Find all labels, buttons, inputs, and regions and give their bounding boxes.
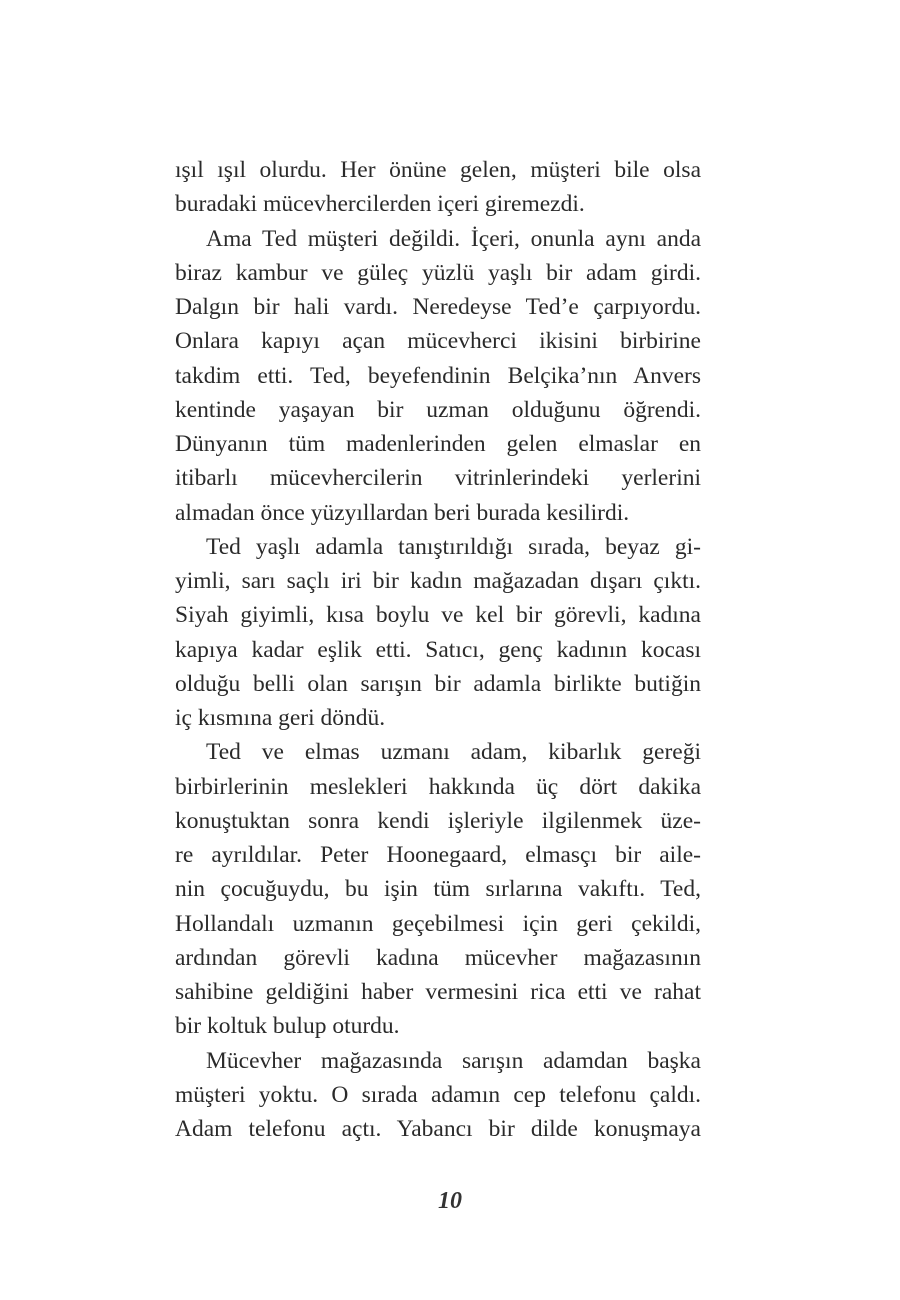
- paragraph-first-line: Ama Ted müşteri değildi. İçeri, onunla aynı anda: [206, 225, 701, 252]
- text-line: re ayrıldılar. Peter Hoonegaard, elmasçı bir aile-: [175, 842, 701, 868]
- text-line: olduğu belli olan sarışın bir adamla birlikte butiğin: [175, 670, 701, 697]
- text-line: bir koltuk bulup oturdu.: [175, 1013, 400, 1040]
- text-line: müşteri yoktu. O sırada adamın cep telefonu çaldı.: [175, 1081, 701, 1108]
- text-line: itibarlı mücevhercilerin vitrinlerindeki yerlerini: [175, 465, 701, 492]
- text-line: ışıl ışıl olurdu. Her önüne gelen, müşteri bile olsa: [175, 157, 701, 183]
- text-line: almadan önce yüzyıllardan beri burada kesilirdi.: [175, 499, 630, 526]
- text-line: konuştuktan sonra kendi işleriyle ilgilenmek üze-: [175, 807, 701, 834]
- text-line: Dünyanın tüm madenlerinden gelen elmaslar en: [175, 431, 701, 457]
- text-line: kapıya kadar eşlik etti. Satıcı, genç kadının kocası: [175, 636, 701, 663]
- text-line: iç kısmına geri döndü.: [175, 705, 386, 731]
- page-number: 10: [438, 1188, 462, 1214]
- text-line: Onlara kapıyı açan mücevherci ikisini birbirine: [175, 328, 701, 355]
- text-line: yimli, sarı saçlı iri bir kadın mağazadan dışarı çıktı.: [175, 568, 701, 594]
- text-line: Adam telefonu açtı. Yabancı bir dilde konuşmaya: [175, 1116, 701, 1142]
- body-text: [175, 153, 701, 1146]
- paragraph-first-line: Ted yaşlı adamla tanıştırıldığı sırada, beyaz gi-: [206, 533, 701, 560]
- text-line: biraz kambur ve güleç yüzlü yaşlı bir adam girdi.: [175, 259, 701, 286]
- text-line: Siyah giyimli, kısa boylu ve kel bir görevli, kadına: [175, 602, 701, 629]
- text-line: Hollandalı uzmanın geçebilmesi için geri çekildi,: [175, 910, 701, 937]
- paragraph-first-line: Ted ve elmas uzmanı adam, kibarlık gereği: [206, 739, 701, 766]
- text-line: sahibine geldiğini haber vermesini rica etti ve rahat: [175, 979, 701, 1005]
- text-line: takdim etti. Ted, beyefendinin Belçika’nın Anvers: [175, 362, 701, 389]
- text-line: ardından görevli kadına mücevher mağazasının: [175, 944, 701, 971]
- paragraph-first-line: Mücevher mağazasında sarışın adamdan başka: [206, 1047, 701, 1074]
- text-line: kentinde yaşayan bir uzman olduğunu öğrendi.: [175, 396, 701, 423]
- text-line: birbirlerinin meslekleri hakkında üç dört dakika: [175, 773, 701, 800]
- text-line: nin çocuğuydu, bu işin tüm sırlarına vakıftı. Ted,: [175, 876, 701, 903]
- text-line: Dalgın bir hali vardı. Neredeyse Ted’e çarpıyordu.: [175, 294, 701, 320]
- text-line: buradaki mücevhercilerden içeri giremezdi.: [175, 191, 585, 218]
